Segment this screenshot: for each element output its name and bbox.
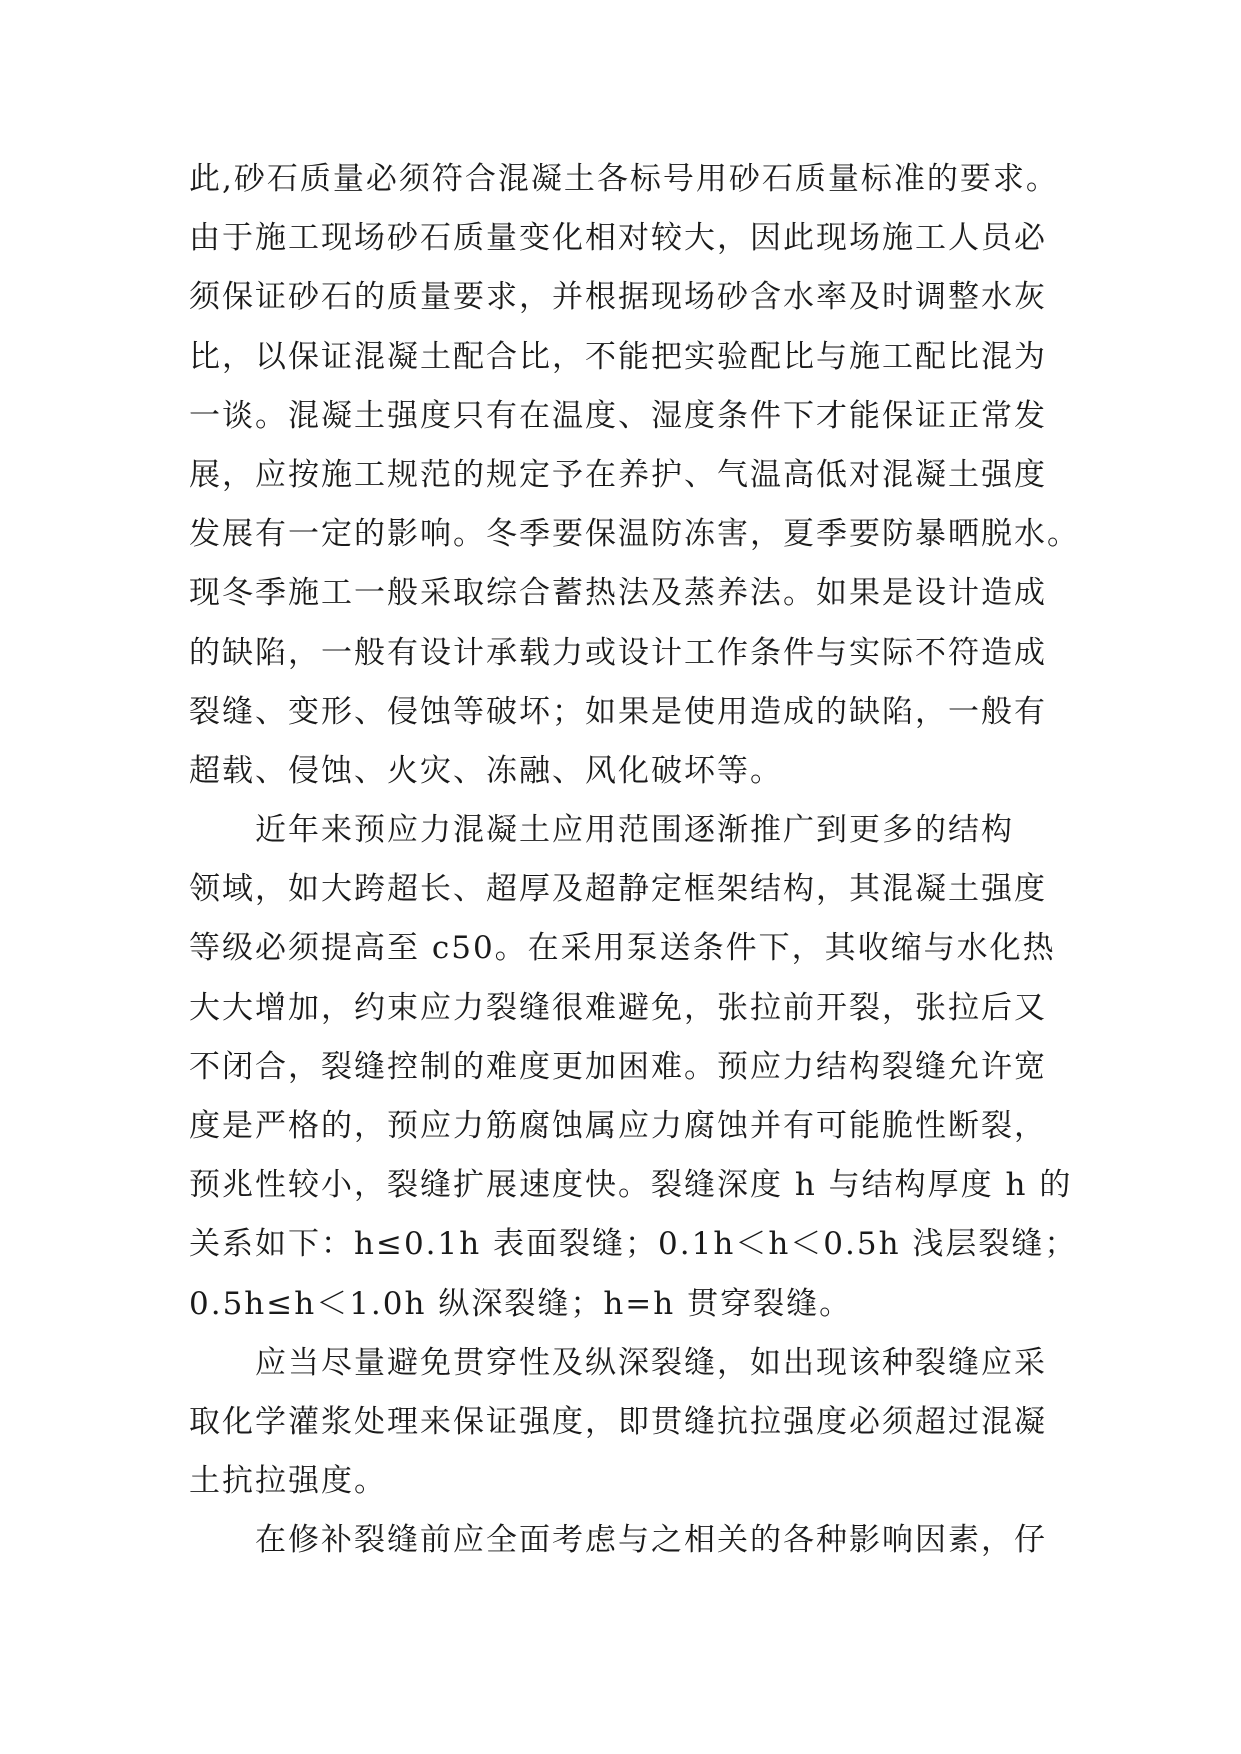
text-line: 比，以保证混凝土配合比，不能把实验配比与施工配比混为 xyxy=(189,338,1047,375)
text-line: 取化学灌浆处理来保证强度，即贯缝抗拉强度必须超过混凝 xyxy=(189,1403,1047,1440)
paragraph-first-line: 在修补裂缝前应全面考虑与之相关的各种影响因素，仔 xyxy=(255,1522,1047,1559)
text-line: 展，应按施工规范的规定予在养护、气温高低对混凝土强度 xyxy=(189,456,1047,493)
paragraph-first-line: 近年来预应力混凝土应用范围逐渐推广到更多的结构 xyxy=(255,812,1014,849)
text-line: 不闭合，裂缝控制的难度更加困难。预应力结构裂缝允许宽 xyxy=(189,1048,1047,1085)
text-line: 大大增加，约束应力裂缝很难避免，张拉前开裂，张拉后又 xyxy=(189,989,1047,1026)
body-text xyxy=(189,150,1089,1571)
text-line: 土抗拉强度。 xyxy=(189,1463,387,1500)
text-line: 0.5h≤h＜1.0h 纵深裂缝；h=h 贯穿裂缝。 xyxy=(189,1285,853,1322)
paragraph-first-line: 应当尽量避免贯穿性及纵深裂缝，如出现该种裂缝应采 xyxy=(255,1344,1047,1381)
text-line: 领域，如大跨超长、超厚及超静定框架结构，其混凝土强度 xyxy=(189,871,1047,908)
text-line: 现冬季施工一般采取综合蓄热法及蒸养法。如果是设计造成 xyxy=(189,575,1047,612)
text-line: 裂缝、变形、侵蚀等破坏；如果是使用造成的缺陷，一般有 xyxy=(189,693,1047,730)
text-line: 由于施工现场砂石质量变化相对较大，因此现场施工人员必 xyxy=(189,220,1047,257)
text-line: 的缺陷，一般有设计承载力或设计工作条件与实际不符造成 xyxy=(189,634,1047,671)
text-line: 发展有一定的影响。冬季要保温防冻害，夏季要防暴晒脱水。 xyxy=(189,516,1080,553)
text-line: 须保证砂石的质量要求，并根据现场砂含水率及时调整水灰 xyxy=(189,279,1047,316)
text-line: 一谈。混凝土强度只有在温度、湿度条件下才能保证正常发 xyxy=(189,397,1047,434)
text-line: 此,砂石质量必须符合混凝土各标号用砂石质量标准的要求。 xyxy=(189,161,1059,197)
text-line: 预兆性较小，裂缝扩展速度快。裂缝深度 h 与结构厚度 h 的 xyxy=(189,1167,1073,1204)
text-line: 度是严格的，预应力筋腐蚀属应力腐蚀并有可能脆性断裂， xyxy=(189,1108,1047,1144)
text-line: 超载、侵蚀、火灾、冻融、风化破坏等。 xyxy=(189,752,783,789)
text-line: 关系如下：h≤0.1h 表面裂缝；0.1h＜h＜0.5h 浅层裂缝； xyxy=(189,1226,1078,1263)
text-line: 等级必须提高至 c50。在采用泵送条件下，其收缩与水化热 xyxy=(189,930,1056,967)
